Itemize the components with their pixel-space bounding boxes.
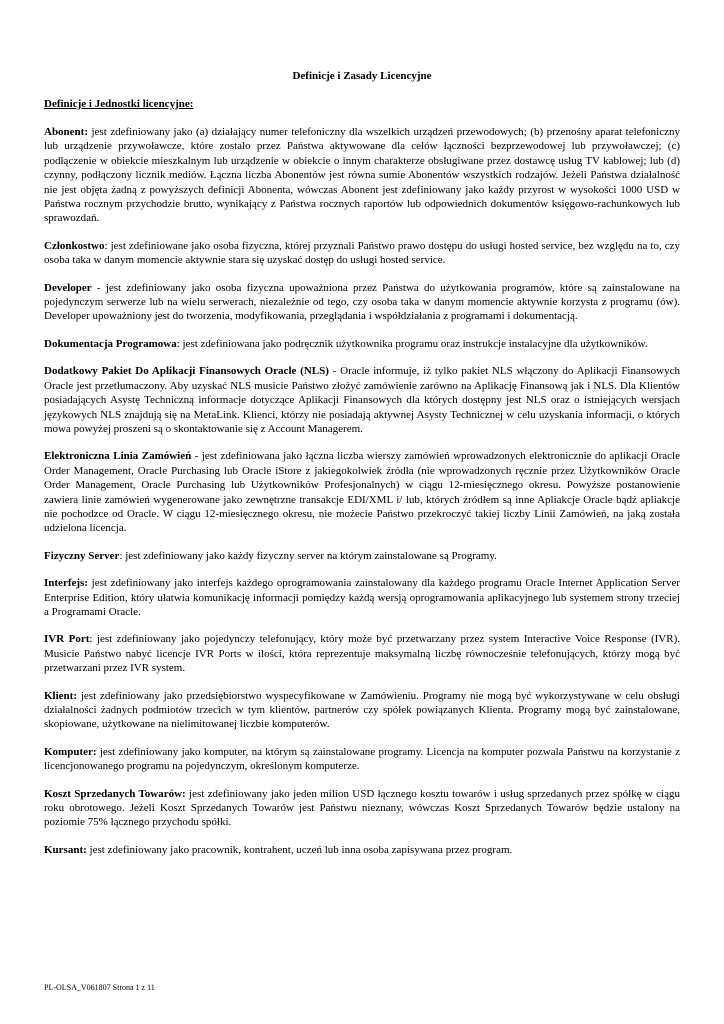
definition-term: Członkostwo xyxy=(44,239,105,252)
definition-term: Koszt Sprzedanych Towarów: xyxy=(44,787,186,800)
definition-text: jest zdefiniowany jako (a) działający numer telefoniczny dla wszelkich urządzeń przewodowych; (b) przenośny aparat telefoniczny lub urządzenie przywoławcze, które zostało przez Państwa aktywowane dla celów łączności bezprzewodowej lub przywoławczej; (c) podłączenie w obiekcie mieszkalnym lub urządzenie w obiekcie o innym charakterze obsługiwane przez dostawcę usług TV kablowej; lub (d) czynny, podłączony licznik mediów. Łączna liczba Abonentów jest równa sumie Abonentów wszystkich rodzajów. Jeżeli Państwa działalność nie jest objęta żadną z powyższych definicji Abonenta, wówczas Abonent jest zdefiniowany jako każdy przyrost w wysokości 1000 USD w Państwa rocznym przychodzie brutto, wynikający z Państwa rocznych raportów lub odpowiednich dokumentów księgowo-rachunkowych lub sprawozdań. xyxy=(44,126,680,225)
section-heading: Definicje i Jednostki licencyjne: xyxy=(44,98,194,110)
definition-text: : jest zdefiniowana jako podręcznik użytkownika programu oraz instrukcje instalacyjne dla użytkowników. xyxy=(176,337,648,350)
definition-term: Dokumentacja Programowa xyxy=(44,337,177,350)
definition-term: Kursant: xyxy=(44,843,87,856)
definition-text: : jest zdefiniowane jako osoba fizyczna, której przyznali Państwo prawo dostępu do usługi hosted service, bez względu na to, czy osoba taka w danym momencie aktywnie stara się uzyskać dostęp do usługi hosted service. xyxy=(44,239,680,267)
definition-fizyczny-server xyxy=(44,549,680,563)
definition-kursant xyxy=(44,843,680,857)
definition-term: Klient: xyxy=(44,689,77,702)
definition-term: Dodatkowy Pakiet Do Aplikacji Finansowych Oracle (NLS) xyxy=(44,365,329,378)
definition-text: - Oracle informuje, iż tylko pakiet NLS włączony do Aplikacji Finansowych Oracle jest przetłumaczony. Aby uzyskać NLS musicie Państwo złożyć zamówienie zarówno na Aplikację Finansową jak i NLS. Dla Klientów posiadających Asystę Techniczną informacje dotyczące Aplikacji Finansowych dla których dostępny jest NLS oraz o istniejących wersjach językowych NLS znajdują się na MetaLink. Klienci, którzy nie posiadają aktywnej Asysty Technicznej w celu uzyskania informacji, o których mowa powyżej proszeni są o skontaktowanie się z Account Managerem. xyxy=(44,365,680,435)
definition-koszt-sprzedanych xyxy=(44,787,680,830)
definition-czlonkostwo xyxy=(44,239,680,268)
definition-developer xyxy=(44,281,680,324)
definition-term: IVR Port xyxy=(44,633,90,646)
definition-klient xyxy=(44,689,680,732)
definition-text: jest zdefiniowany jako jeden milion USD łącznego kosztu towarów i usług sprzedanych przez spółkę w ciągu roku obrotowego. Jeżeli Koszt Sprzedanych Towarów jest Państwu nieznany, wówczas Koszt Sprzedanych Towarów będzie ustalony na poziomie 75% łącznego przychodu spółki. xyxy=(44,787,680,829)
definition-linia-zamowien xyxy=(44,449,680,535)
definition-text: jest zdefiniowany jako komputer, na którym są zainstalowane programy. Licencja na komputer pozwala Państwu na korzystanie z licencjonowanego programu na pojedynczym, określonym komputerze. xyxy=(44,745,680,773)
definition-term: Elektroniczna Linia Zamówień xyxy=(44,450,192,463)
definition-text: : jest zdefiniowany jako pojedynczy telefonujący, który może być przetwarzany przez system Interactive Voice Response (IVR). Musicie Państwo nabyć licencje IVR Ports w ilości, która reprezentuje maksymalną liczbę równocześnie telefonujących, którzy mogą być przetwarzani przez IVR system. xyxy=(44,633,680,675)
definition-dokumentacja xyxy=(44,337,680,351)
definition-term: Interfejs: xyxy=(44,577,88,590)
definition-ivr-port xyxy=(44,632,680,675)
definition-interfejs xyxy=(44,576,680,619)
definition-text: jest zdefiniowany jako pracownik, kontrahent, uczeń lub inna osoba zapisywana przez program. xyxy=(86,843,513,856)
definition-text: : jest zdefiniowany jako każdy fizyczny server na którym zainstalowane są Programy. xyxy=(119,549,497,562)
definitions-list xyxy=(44,125,680,870)
definition-abonent xyxy=(44,125,680,226)
definition-term: Fizyczny Server xyxy=(44,549,120,562)
definition-term: Developer xyxy=(44,281,92,294)
definition-text: - jest zdefiniowana jako łączna liczba wierszy zamówień wprowadzonych elektronicznie do aplikacji Oracle Order Management, Oracle Purchasing lub Oracle iStore z jakiegokolwiek źródła (nie wprowadzonych ręcznie przez Użytkowników Oracle Order Management, Oracle Purchasing lub Użytkowników Profesjonalnych) w ciągu 12-miesięcznego okresu. Powyższe postanowienie zawiera linie zamówień wygenerowane jako zewnętrzne transakcje EDI/XML i/ lub, których źródłem są inne Apliakcje Oracle bądź apliakcje nie pochodzce od Oracle. W ciągu 12-miesięcznego okresu, nie możecie Państwo przekroczyć takiej liczby Linii Zamówień, na jaką została udzielona licencja. xyxy=(44,450,680,535)
page-footer: PL-OLSA_V061807 Strona 1 z 11 xyxy=(44,983,155,992)
definition-nls xyxy=(44,364,680,436)
definition-text: jest zdefiniowany jako interfejs każdego oprogramowania zainstalowany dla każdego programu Oracle Internet Application Server Enterprise Edition, który ułatwia komunikację informacji pomiędzy każdą wersją oprogramowania aplikacyjnego lub systemem strony trzeciej a Programami Oracle. xyxy=(44,577,680,618)
definition-term: Komputer: xyxy=(44,745,97,758)
page-title: Definicje i Zasady Licencyjne xyxy=(292,70,432,82)
definition-text: - jest zdefiniowany jako osoba fizyczna upoważniona przez Państwa do użytkowania programów, które są zainstalowane na pojedynczym serwerze lub na wielu serwerach, niezależnie od tego, czy osoba taka w danym momencie aktywnie korzysta z programu (ów). Developer upoważniony jest do tworzenia, modyfikowania, przeglądania i współdziałania z programami i dokumentacją. xyxy=(44,281,680,323)
definition-text: jest zdefiniowany jako przedsiębiorstwo wyspecyfikowane w Zamówieniu. Programy nie mogą być wykorzystywane w celu obsługi działalności żadnych podmiotów trzecich w tym klientów, partnerów czy spółek powiązanych Klienta. Programy mogą być zainstalowane, skopiowane, użytkowane na nielimitowanej liczbie komputerów. xyxy=(44,689,680,731)
definition-term: Abonent: xyxy=(44,126,89,138)
definition-komputer xyxy=(44,745,680,774)
